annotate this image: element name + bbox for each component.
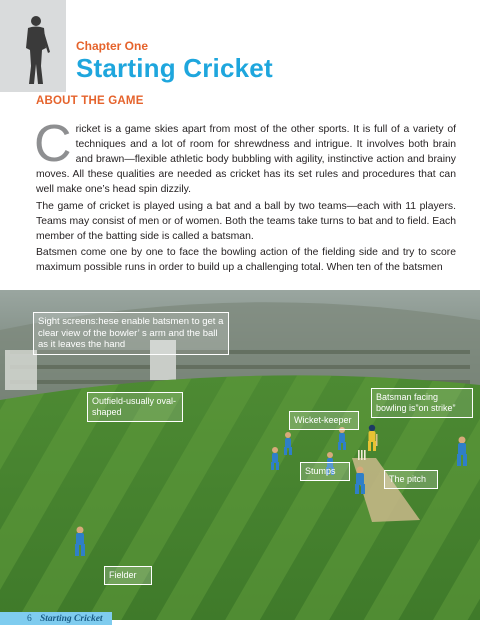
- chapter-title: Starting Cricket: [76, 53, 273, 83]
- page-number: 6: [27, 614, 32, 624]
- callout-fielder: Fielder: [104, 566, 152, 585]
- drop-cap: C: [34, 115, 72, 173]
- paragraph-intro-text: ricket is a game skies apart from most of the other sports. It is full of a variety of techniques and a lot of room for shrewdness and intrigue. It involves both brain and brawn—flexible athletic body bubbling with agility, instinctive action and brainy moves. All these qualities are needed as cricket has its set rules and procedures that can well make one’s head spin dizzily.: [36, 124, 456, 195]
- paragraph-batsmen: Batsmen come one by one to face the bowling action of the fielding side and try to score maximum possible runs in order to build up a challenging total. When ten of the batsmen: [36, 247, 456, 273]
- paragraph-intro: [34, 115, 456, 197]
- callout-wicket-keeper: Wicket-keeper: [289, 411, 359, 430]
- header-grey-block: [0, 0, 66, 92]
- callout-pitch: The pitch: [384, 470, 438, 489]
- callout-batsman: Batsman facing bowling is”on strike”: [371, 388, 473, 418]
- cricketer-silhouette-icon: [16, 14, 56, 86]
- stumps: [358, 450, 366, 460]
- callout-outfield: Outfield-usually oval- shaped: [87, 392, 183, 422]
- running-head: Starting Cricket: [40, 614, 103, 624]
- section-heading: ABOUT THE GAME: [36, 95, 144, 107]
- callout-stumps: Stumps: [300, 462, 350, 481]
- chapter-label: Chapter One: [76, 39, 149, 53]
- callout-sight-screens: Sight screens:hese enable batsmen to get a clear view of the bowler’ s arm and the ball as it leaves the hand: [33, 312, 229, 355]
- paragraph-teams: The game of cricket is played using a bat and a ball by two teams—each with 11 players. Teams may consist of men or of women. Both the teams take turns to bat and to field. Each member of the batting side is called a batsman.: [36, 201, 456, 242]
